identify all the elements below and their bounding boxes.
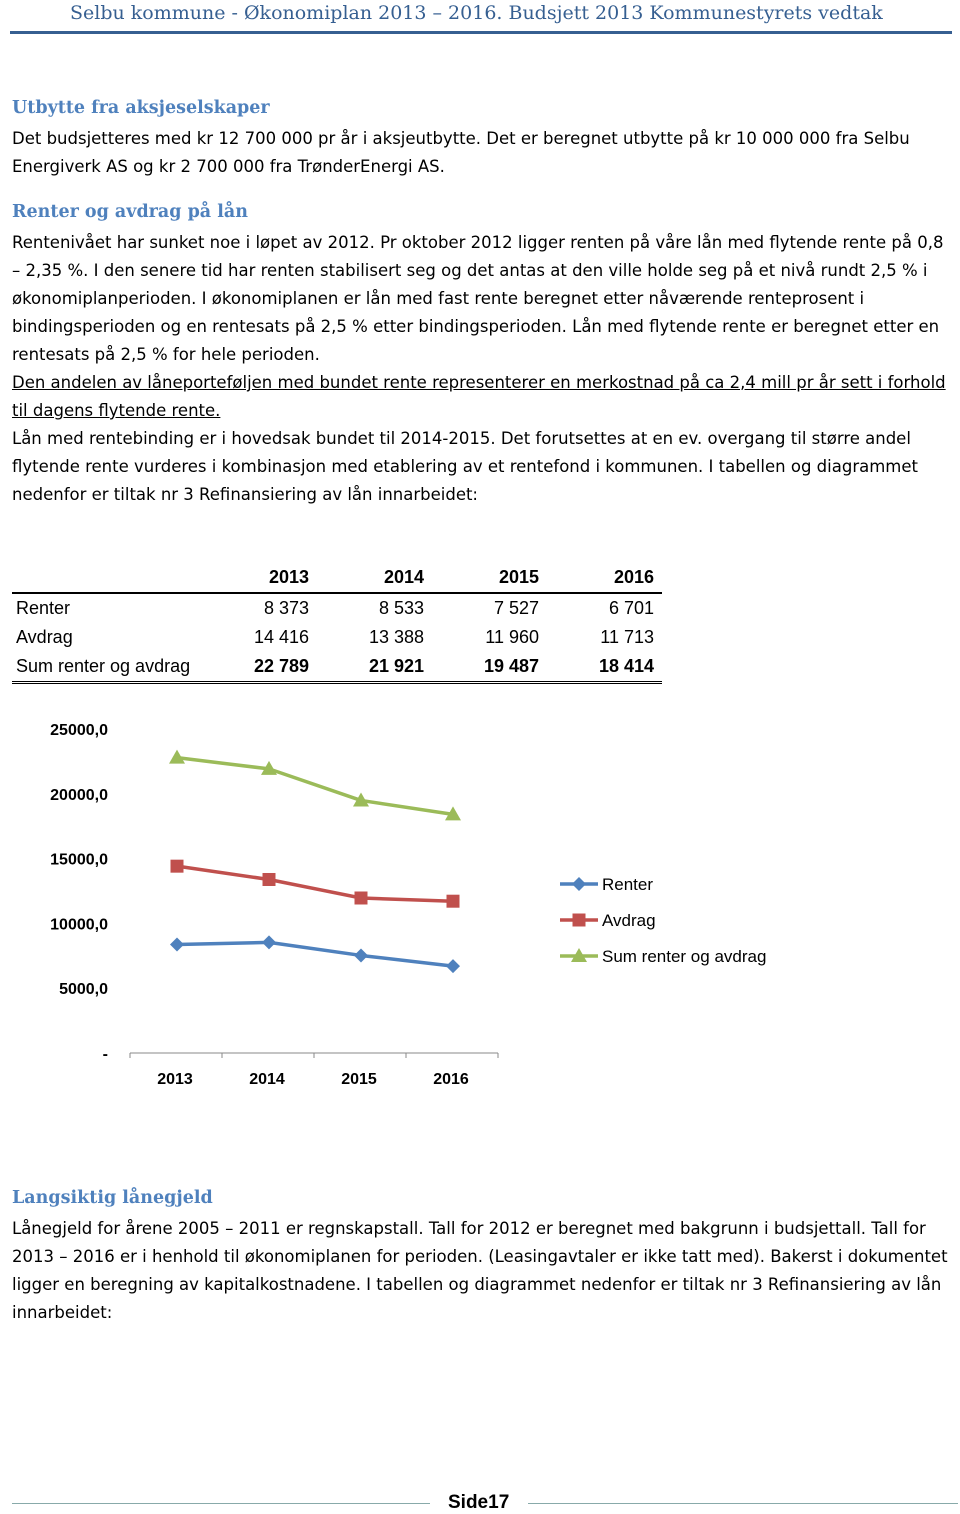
data-point [263,873,276,886]
table-cell: 11 960 [485,627,539,647]
data-point [447,895,460,908]
heading-utbytte: Utbytte fra aksjeselskaper [12,98,270,118]
renter-text-underlined: Den andelen av låneporteføljen med bundet rente representerer en merkostnad på ca 2,4 mill pr år sett i forhold til dagens flytende rente. [12,373,946,420]
data-point [354,948,368,962]
table-cell: 14 416 [253,627,309,647]
data-point [171,860,184,873]
data-point [446,959,460,973]
table-cell: 21 921 [317,652,432,683]
table-cell: 19 487 [432,652,547,683]
table-row [12,623,662,652]
legend-marker [573,914,586,927]
table-cell: 8 533 [378,598,424,618]
table-header-year: 2013 [202,563,317,593]
table-cell: 11 713 [600,627,654,647]
page-header [0,0,960,36]
heading-renter: Renter og avdrag på lån [12,202,248,222]
footer-rule-left [12,1503,430,1504]
table-cell: 8 373 [263,598,309,618]
table-header-year: 2015 [432,563,547,593]
paragraph-utbytte [12,125,954,181]
renter-avdrag-chart [0,700,960,1120]
page-number: Side17 [448,1492,510,1513]
row-label: Sum renter og avdrag [12,652,202,683]
x-tick-label: 2013 [157,1071,193,1088]
series-line [177,758,453,815]
y-tick-label: - [102,1046,108,1063]
table-cell: 18 414 [547,652,662,683]
row-label: Renter [16,598,71,618]
header-rule [10,31,952,34]
utbytte-text: Det budsjetteres med kr 12 700 000 pr år i aksjeutbytte. Det er beregnet utbytte på kr 10 000 000 fra Selbu Energiverk AS og kr 2 700 000 fra TrønderEnergi AS. [12,129,910,176]
series-line [177,866,453,901]
renter-avdrag-table [12,563,662,684]
row-label: Avdrag [16,627,73,647]
y-tick-label: 20000,0 [50,786,108,804]
data-point [262,935,276,949]
document-title: Selbu kommune - Økonomiplan 2013 – 2016. Budsjett 2013 Kommunestyrets vedtak [70,2,883,24]
table-cell: 7 527 [493,598,539,618]
langsiktig-text: Lånegjeld for årene 2005 – 2011 er regnskapstall. Tall for 2012 er beregnet med bakgrunn i budsjettall. Tall for 2013 – 2016 er i henhold til økonomiplanen for perioden. (Leasingavtaler er ikke tatt med). Bakerst i dokumentet ligger en beregning av kapitalkostnadene. I tabellen og diagrammet nedenfor er tiltak nr 3 Refinansiering av lån innarbeidet: [12,1219,948,1322]
data-point [170,937,184,951]
y-tick-label: 10000,0 [50,916,108,934]
footer-rule-right [528,1503,958,1504]
y-tick-label: 5000,0 [59,981,108,999]
renter-text-3: Lån med rentebinding er i hovedsak bundet til 2014-2015. Det forutsettes at en ev. overgang til større andel flytende rente vurderes i kombinasjon med etablering av et rentefond i kommunen. I tabellen og diagrammet nedenfor er tiltak nr 3 Refinansiering av lån innarbeidet: [12,429,918,504]
legend-label: Avdrag [602,911,656,930]
page-footer [0,1490,960,1514]
paragraph-renter [12,229,954,509]
legend-label: Renter [602,875,654,894]
table-header-year: 2016 [547,563,662,593]
table-row-sum [12,652,662,683]
x-tick-label: 2014 [249,1071,285,1088]
y-tick-label: 25000,0 [50,722,108,739]
table-cell: 6 701 [608,598,654,618]
legend-marker [572,877,586,891]
table-cell: 22 789 [202,652,317,683]
paragraph-langsiktig [12,1215,954,1327]
table-cell: 13 388 [368,627,424,647]
legend-label: Sum renter og avdrag [602,947,767,966]
x-tick-label: 2016 [433,1071,469,1088]
data-point [355,891,368,904]
renter-text-1: Rentenivået har sunket noe i løpet av 2012. Pr oktober 2012 ligger renten på våre lån med flytende rente på 0,8 – 2,35 %. I den senere tid har renten stabilisert seg og det antas at den ville holde seg på et nivå rundt 2,5 % i økonomiplanperioden. I økonomiplanen er lån med fast rente beregnet etter nåværende renteprosent i bindingsperioden og en rentesats på 2,5 % etter bindingsperioden. Lån med flytende rente er beregnet etter en rentesats på 2,5 % for hele perioden. [12,233,944,364]
table-row [12,593,662,623]
y-tick-label: 15000,0 [50,851,108,869]
table-header-empty [12,563,202,593]
table-header-year: 2014 [317,563,432,593]
heading-langsiktig: Langsiktig lånegjeld [12,1188,213,1208]
x-tick-label: 2015 [341,1071,377,1088]
table-header-row [12,563,662,593]
series-line [177,942,453,966]
